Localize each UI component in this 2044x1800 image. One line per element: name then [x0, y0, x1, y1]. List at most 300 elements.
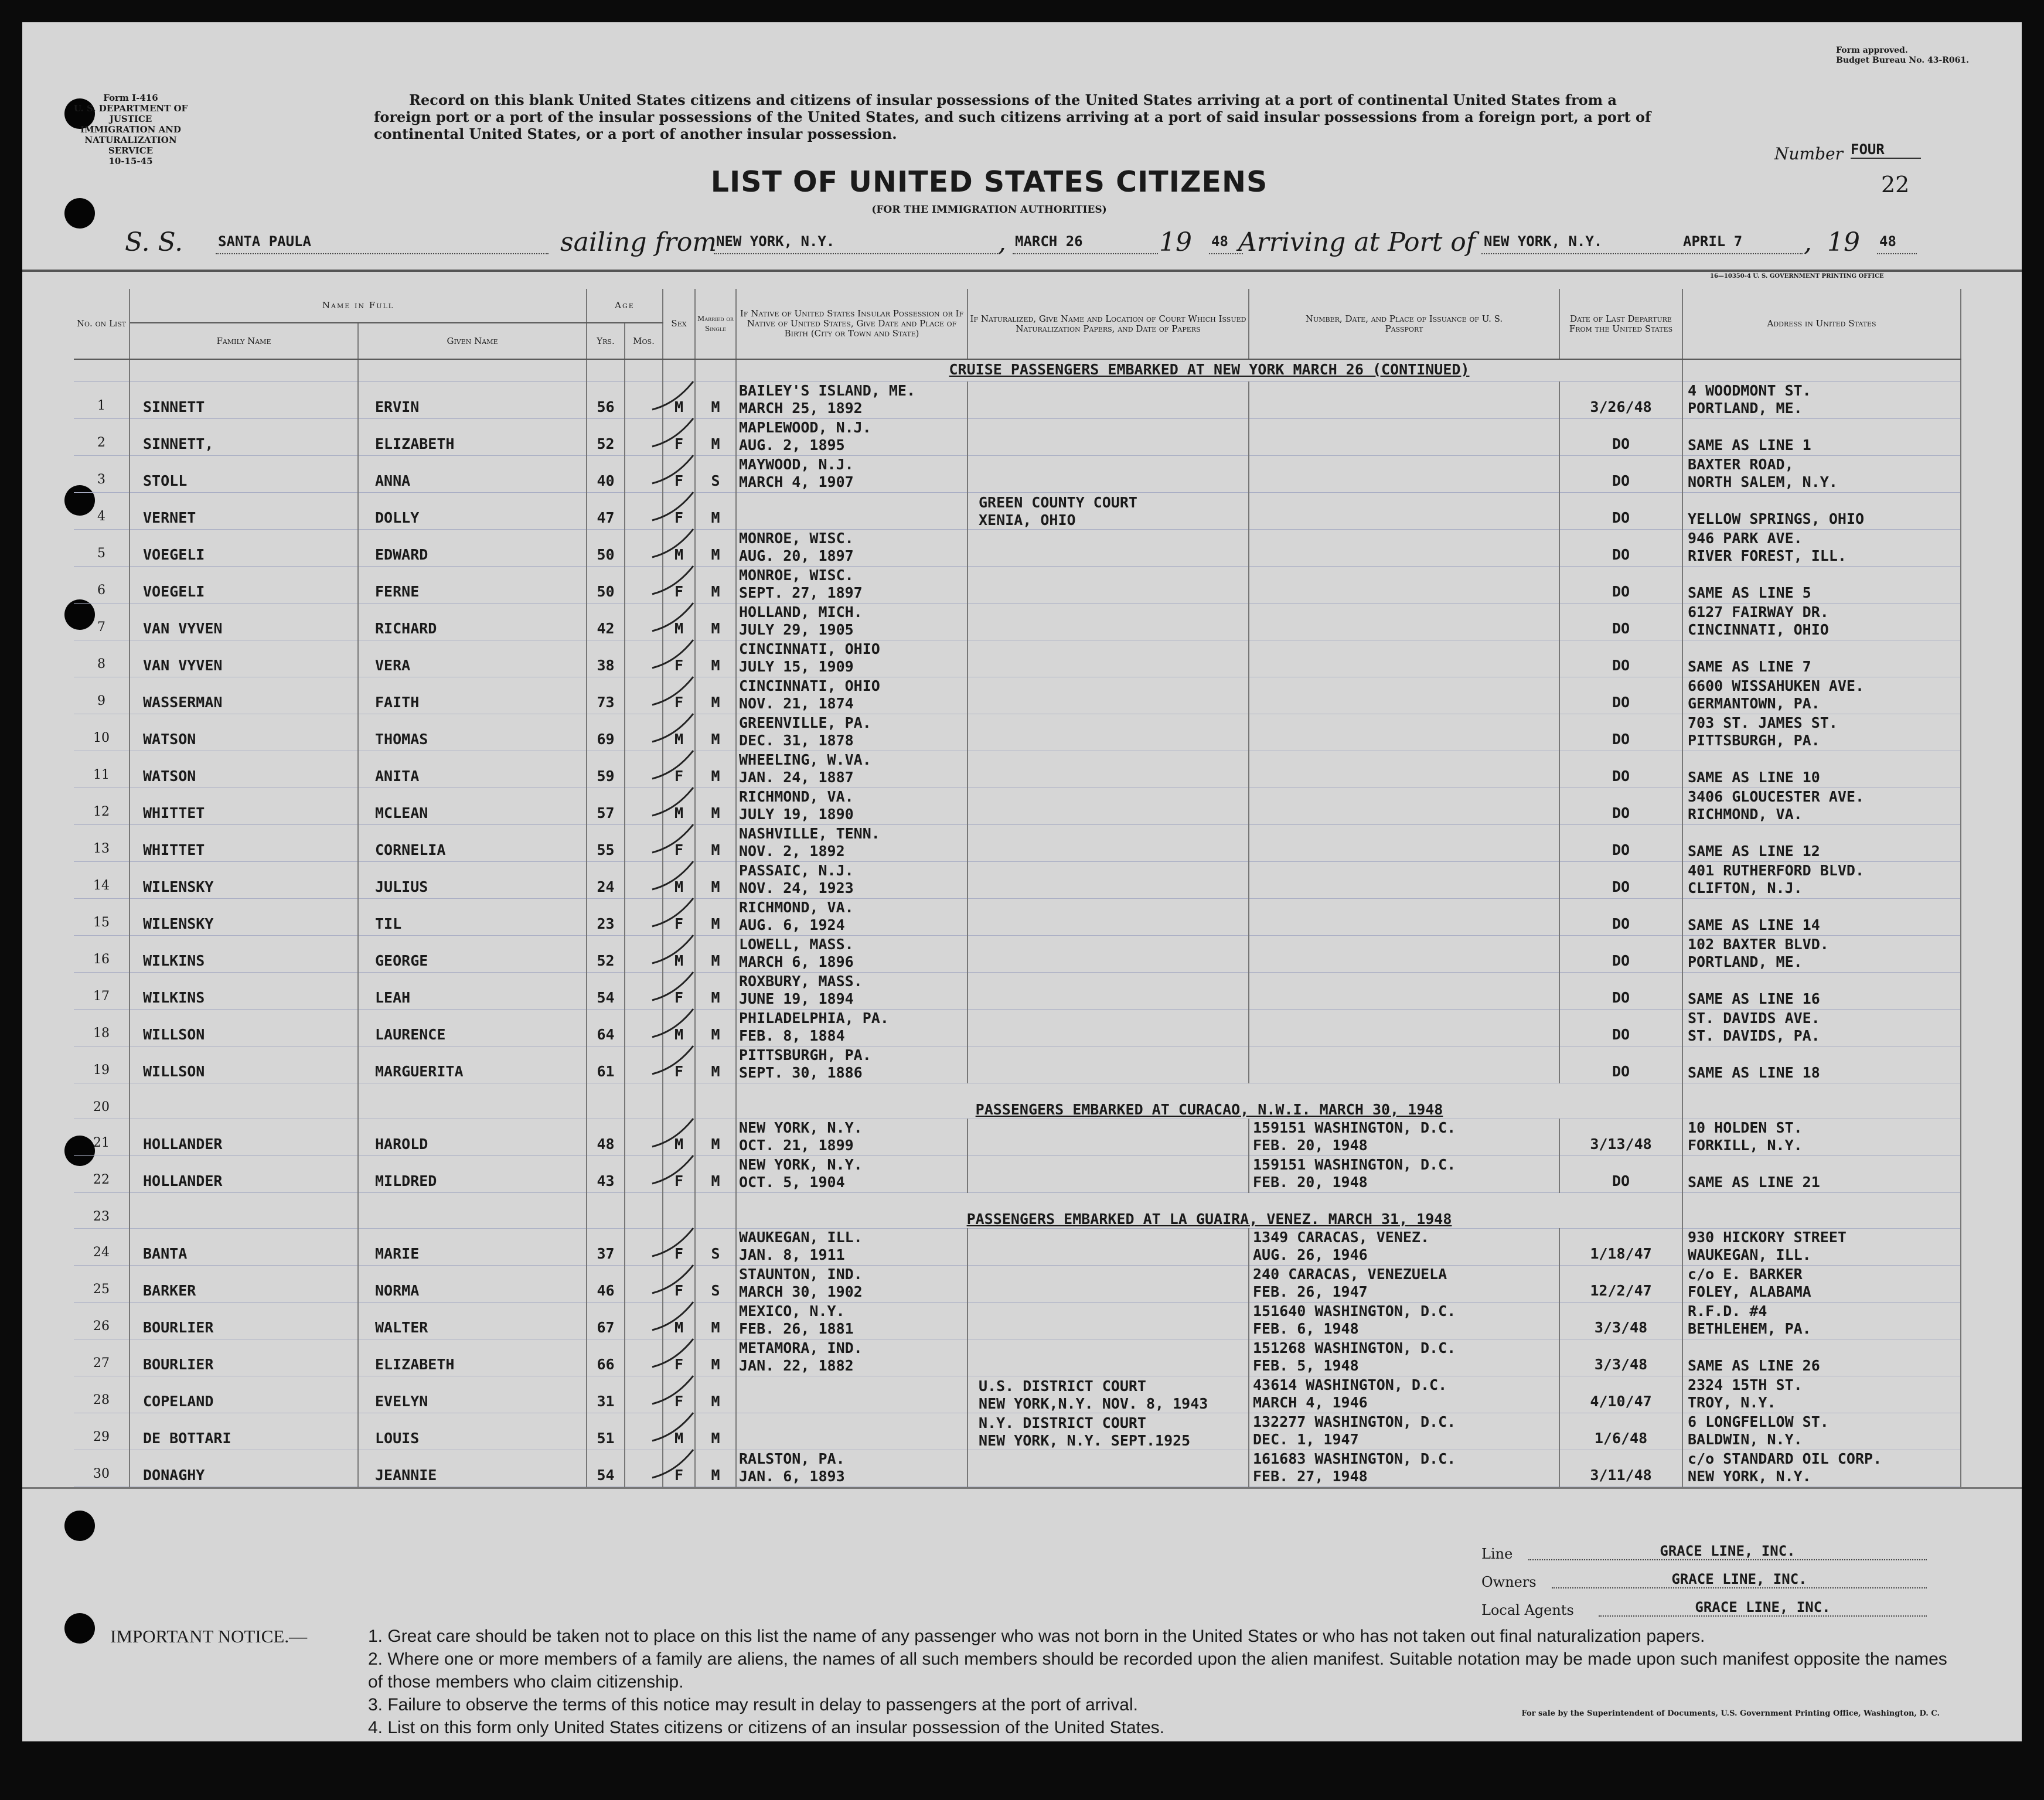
address-line1: 10 HOLDEN ST. — [1688, 1119, 1803, 1136]
birth-place-date-line2: AUG. 20, 1897 — [739, 547, 854, 564]
owners-value: GRACE LINE, INC. — [1552, 1571, 1927, 1588]
given-name: GEORGE — [358, 935, 587, 972]
birth-place-date-line1: ROXBURY, MASS. — [739, 972, 863, 990]
passenger-row — [74, 1413, 1961, 1450]
naturalization — [968, 824, 1249, 861]
family-name: VERNET — [130, 492, 358, 529]
marital-status: M — [695, 935, 736, 972]
family-name: WHITTET — [130, 788, 358, 824]
given-name: JULIUS — [358, 861, 587, 898]
naturalization-line1 — [979, 863, 1248, 881]
passenger-row — [74, 1046, 1961, 1083]
sex: F — [663, 898, 695, 935]
passenger-row — [74, 788, 1961, 824]
age-months — [625, 1046, 663, 1083]
row-number: 8 — [74, 640, 130, 677]
passenger-row — [74, 824, 1961, 861]
approval-line: Form approved. — [1836, 46, 1908, 55]
family-name: WASSERMAN — [130, 677, 358, 714]
address — [1682, 529, 1961, 566]
sex: F — [663, 1339, 695, 1376]
sex: M — [663, 1302, 695, 1339]
last-departure: DO — [1559, 714, 1682, 751]
family-name: HOLLANDER — [130, 1119, 358, 1155]
table-bottom-rule — [22, 1487, 2022, 1489]
sex: F — [663, 1046, 695, 1083]
marital-status: M — [695, 898, 736, 935]
row-number: 18 — [74, 1009, 130, 1046]
naturalization-line1 — [979, 1451, 1248, 1469]
birth-place-date — [736, 972, 968, 1009]
row-number: 2 — [74, 418, 130, 455]
birth-place-date-line1: MAYWOOD, N.J. — [739, 455, 854, 473]
address-line1: 3406 GLOUCESTER AVE. — [1688, 788, 1865, 805]
passenger-row — [74, 751, 1961, 788]
marital-status: M — [695, 1376, 736, 1413]
address-line2: PITTSBURGH, PA. — [1688, 731, 1820, 749]
birth-place-date — [736, 714, 968, 751]
section-heading: PASSENGERS EMBARKED AT CURACAO, N.W.I. MARCH 30, 1948 — [736, 1083, 1682, 1119]
address — [1682, 418, 1961, 455]
passport-line2: FEB. 26, 1947 — [1253, 1283, 1368, 1300]
address-line1: c/o E. BARKER — [1688, 1265, 1803, 1283]
marital-status: M — [695, 1413, 736, 1450]
row-number: 30 — [74, 1450, 130, 1487]
comma: , — [998, 227, 1006, 257]
row-number: 5 — [74, 529, 130, 566]
birth-place-date-line1: MONROE, WISC. — [739, 529, 854, 547]
naturalization-line2 — [979, 548, 1248, 566]
form-identifier — [63, 93, 198, 166]
passport-line2: FEB. 27, 1948 — [1253, 1467, 1368, 1485]
age-months — [625, 751, 663, 788]
age-months — [625, 455, 663, 492]
age-years: 57 — [587, 788, 625, 824]
birth-place-date-line2: SEPT. 27, 1897 — [739, 584, 863, 601]
address-line1 — [1688, 419, 1960, 437]
address-line2: RIVER FOREST, ILL. — [1688, 547, 1847, 564]
passenger-row — [74, 714, 1961, 751]
marital-status: M — [695, 714, 736, 751]
birth-place-date-line2: JULY 19, 1890 — [739, 805, 854, 823]
passport-line1: 151268 WASHINGTON, D.C. — [1253, 1339, 1456, 1356]
naturalization-line2 — [979, 733, 1248, 751]
sailing-date: MARCH 26 — [1013, 233, 1158, 254]
birth-place-date-line2: JULY 15, 1909 — [739, 657, 854, 675]
age-years: 42 — [587, 603, 625, 640]
address-line1 — [1688, 1339, 1960, 1357]
row-number: 24 — [74, 1228, 130, 1265]
address-line1 — [1688, 567, 1960, 584]
last-departure: DO — [1559, 455, 1682, 492]
given-name: LOUIS — [358, 1413, 587, 1450]
birth-place-date-line2: JAN. 8, 1911 — [739, 1246, 845, 1263]
passport-line1 — [1253, 677, 1559, 695]
sex: F — [663, 972, 695, 1009]
family-name: BOURLIER — [130, 1302, 358, 1339]
cell — [695, 1192, 736, 1228]
address-line2: SAME AS LINE 12 — [1688, 842, 1820, 860]
row-number: 27 — [74, 1339, 130, 1376]
naturalization-line2 — [979, 696, 1248, 714]
marital-status: M — [695, 1450, 736, 1487]
passenger-row — [74, 1265, 1961, 1302]
age-months — [625, 861, 663, 898]
sex: M — [663, 861, 695, 898]
family-name: WILLSON — [130, 1009, 358, 1046]
printing-office: 16—10350-4 U. S. GOVERNMENT PRINTING OFFICE — [1710, 273, 1884, 279]
age-years: 31 — [587, 1376, 625, 1413]
family-name: SINNETT — [130, 381, 358, 418]
passenger-row — [74, 1228, 1961, 1265]
family-name: WILKINS — [130, 972, 358, 1009]
owners-label: Owners — [1481, 1574, 1537, 1590]
age-months — [625, 1228, 663, 1265]
naturalization-line2 — [979, 438, 1248, 455]
address-line1 — [1688, 493, 1960, 510]
last-departure: DO — [1559, 898, 1682, 935]
passenger-row — [74, 418, 1961, 455]
passport-line2: FEB. 20, 1948 — [1253, 1136, 1368, 1154]
family-name: STOLL — [130, 455, 358, 492]
address — [1682, 714, 1961, 751]
family-name: BARKER — [130, 1265, 358, 1302]
passenger-row — [74, 492, 1961, 529]
naturalization-line2 — [979, 1138, 1248, 1155]
naturalization-line2 — [979, 1469, 1248, 1487]
age-years: 56 — [587, 381, 625, 418]
last-departure: 1/18/47 — [1559, 1228, 1682, 1265]
passport — [1249, 566, 1559, 603]
row-number: 15 — [74, 898, 130, 935]
cell — [625, 1192, 663, 1228]
passport — [1249, 824, 1559, 861]
age-months — [625, 1413, 663, 1450]
form-date: 10-15-45 — [108, 156, 153, 166]
naturalization-line1 — [979, 420, 1248, 438]
arrival-date: APRIL 7 — [1681, 233, 1803, 254]
age-months — [625, 529, 663, 566]
family-name: BANTA — [130, 1228, 358, 1265]
family-name: COPELAND — [130, 1376, 358, 1413]
passport-line1: 132277 WASHINGTON, D.C. — [1253, 1413, 1456, 1430]
naturalization — [968, 1155, 1249, 1192]
passenger-row — [74, 1302, 1961, 1339]
address-line1: 6127 FAIRWAY DR. — [1688, 603, 1829, 621]
naturalization-line1 — [979, 1048, 1248, 1065]
address-line1: 6600 WISSAHUKEN AVE. — [1688, 677, 1865, 694]
address-line1 — [1688, 751, 1960, 769]
marital-status: M — [695, 418, 736, 455]
passport — [1249, 529, 1559, 566]
age-months — [625, 492, 663, 529]
age-years: 54 — [587, 972, 625, 1009]
last-departure: 3/3/48 — [1559, 1339, 1682, 1376]
naturalization-line2 — [979, 991, 1248, 1009]
naturalization — [968, 1302, 1249, 1339]
section-row — [74, 1192, 1961, 1228]
col-no: No. on List — [74, 289, 130, 359]
age-years: 47 — [587, 492, 625, 529]
passport-line1: 1349 CARACAS, VENEZ. — [1253, 1228, 1430, 1246]
col-name-in-full: Name in Full — [130, 289, 587, 323]
family-name: WATSON — [130, 714, 358, 751]
address-line2: PORTLAND, ME. — [1688, 399, 1803, 417]
agents-value: GRACE LINE, INC. — [1599, 1599, 1927, 1617]
row-number: 9 — [74, 677, 130, 714]
birth-place-date — [736, 751, 968, 788]
birth-place-date-line2: MARCH 6, 1896 — [739, 953, 854, 970]
age-months — [625, 1302, 663, 1339]
age-months — [625, 1376, 663, 1413]
col-family-name: Family Name — [130, 323, 358, 359]
passenger-row — [74, 1339, 1961, 1376]
age-years: 69 — [587, 714, 625, 751]
birth-place-date-line1 — [739, 1376, 967, 1394]
birth-place-date-line1: WHEELING, W.VA. — [739, 751, 871, 768]
naturalization-line1 — [979, 457, 1248, 475]
age-years: 46 — [587, 1265, 625, 1302]
naturalization — [968, 677, 1249, 714]
address-line2: WAUKEGAN, ILL. — [1688, 1246, 1811, 1263]
marital-status: M — [695, 677, 736, 714]
passport-line2 — [1253, 916, 1559, 934]
passport-line2 — [1253, 843, 1559, 860]
given-name: DOLLY — [358, 492, 587, 529]
sex: F — [663, 492, 695, 529]
family-name: DE BOTTARI — [130, 1413, 358, 1450]
naturalization — [968, 603, 1249, 640]
birth-place-date-line2 — [739, 1431, 967, 1448]
age-months — [625, 566, 663, 603]
address — [1682, 381, 1961, 418]
age-months — [625, 381, 663, 418]
age-years: 43 — [587, 1155, 625, 1192]
naturalization-line2 — [979, 585, 1248, 603]
given-name: EVELYN — [358, 1376, 587, 1413]
naturalization-line1 — [979, 937, 1248, 954]
birth-place-date — [736, 566, 968, 603]
last-departure: DO — [1559, 566, 1682, 603]
cell — [358, 1192, 587, 1228]
passenger-row — [74, 455, 1961, 492]
punch-hole — [64, 1511, 95, 1541]
document-title: LIST OF UNITED STATES CITIZENS — [710, 165, 1268, 199]
marital-status: M — [695, 381, 736, 418]
birth-place-date-line1: PASSAIC, N.J. — [739, 861, 854, 879]
bureau-number: Budget Bureau No. 43-R061. — [1836, 56, 1969, 65]
address-line1: BAXTER ROAD, — [1688, 455, 1794, 473]
passport-line1 — [1253, 899, 1559, 916]
birth-place-date-line2: JUNE 19, 1894 — [739, 990, 854, 1007]
birth-place-date-line1: RICHMOND, VA. — [739, 898, 854, 916]
passenger-row — [74, 898, 1961, 935]
birth-place-date — [736, 1228, 968, 1265]
line-label: Line — [1481, 1546, 1513, 1562]
passport — [1249, 1265, 1559, 1302]
birth-place-date-line2: SEPT. 30, 1886 — [739, 1063, 863, 1081]
naturalization — [968, 640, 1249, 677]
passport-line2 — [1253, 621, 1559, 639]
cell — [1682, 1083, 1961, 1119]
address-line2: SAME AS LINE 26 — [1688, 1356, 1820, 1374]
address-line2: FORKILL, N.Y. — [1688, 1136, 1803, 1154]
age-months — [625, 1339, 663, 1376]
passport — [1249, 381, 1559, 418]
birth-place-date-line2: NOV. 2, 1892 — [739, 842, 845, 860]
last-departure: DO — [1559, 492, 1682, 529]
naturalization-line1 — [979, 1304, 1248, 1321]
last-departure: DO — [1559, 861, 1682, 898]
page-number: 22 — [1881, 172, 1910, 197]
birth-place-date-line1: PHILADELPHIA, PA. — [739, 1009, 889, 1027]
row-number: 17 — [74, 972, 130, 1009]
birth-place-date-line1: RALSTON, PA. — [739, 1450, 845, 1467]
birth-place-date-line2: MARCH 30, 1902 — [739, 1283, 863, 1300]
passport-line1: 161683 WASHINGTON, D.C. — [1253, 1450, 1456, 1467]
passport-line1 — [1253, 751, 1559, 769]
passport-line2 — [1253, 547, 1559, 565]
passport-line1: 43614 WASHINGTON, D.C. — [1253, 1376, 1447, 1393]
voyage-line — [22, 227, 2022, 262]
naturalization — [968, 566, 1249, 603]
address-line2: SAME AS LINE 21 — [1688, 1173, 1820, 1191]
naturalization-line2 — [979, 1175, 1248, 1192]
address — [1682, 972, 1961, 1009]
cell — [74, 359, 130, 381]
passenger-row — [74, 640, 1961, 677]
age-months — [625, 1450, 663, 1487]
sex: F — [663, 824, 695, 861]
age-years: 66 — [587, 1339, 625, 1376]
last-departure: DO — [1559, 1046, 1682, 1083]
marital-status: M — [695, 1046, 736, 1083]
row-number: 19 — [74, 1046, 130, 1083]
ship-name: SANTA PAULA — [216, 233, 549, 254]
birth-place-date-line1: NEW YORK, N.Y. — [739, 1119, 863, 1136]
address-line2: TROY, N.Y. — [1688, 1393, 1776, 1411]
passport — [1249, 714, 1559, 751]
address — [1682, 788, 1961, 824]
family-name: VOEGELI — [130, 529, 358, 566]
birth-place-date-line2 — [739, 510, 967, 528]
col-married: Married or Single — [695, 289, 736, 359]
sex: F — [663, 418, 695, 455]
birth-place-date — [736, 640, 968, 677]
address-line2: ST. DAVIDS, PA. — [1688, 1027, 1820, 1044]
age-years: 23 — [587, 898, 625, 935]
passport-line1 — [1253, 936, 1559, 953]
naturalization-line1 — [979, 679, 1248, 696]
passport-line2: DEC. 1, 1947 — [1253, 1430, 1359, 1448]
passport — [1249, 418, 1559, 455]
naturalization-line1 — [979, 1230, 1248, 1247]
age-months — [625, 677, 663, 714]
sex: M — [663, 935, 695, 972]
birth-place-date — [736, 935, 968, 972]
given-name: WALTER — [358, 1302, 587, 1339]
section-row — [74, 359, 1961, 381]
passport-line1 — [1253, 382, 1559, 400]
sex: M — [663, 381, 695, 418]
passport-line1 — [1253, 493, 1559, 510]
marital-status: S — [695, 455, 736, 492]
address-line2: BALDWIN, N.Y. — [1688, 1430, 1803, 1448]
birth-place-date — [736, 418, 968, 455]
age-months — [625, 788, 663, 824]
address-line2: SAME AS LINE 16 — [1688, 990, 1820, 1007]
row-number: 6 — [74, 566, 130, 603]
last-departure: DO — [1559, 1009, 1682, 1046]
address-line1: 4 WOODMONT ST. — [1688, 381, 1811, 399]
passport — [1249, 1339, 1559, 1376]
passenger-row — [74, 861, 1961, 898]
list-number: FOUR — [1851, 141, 1921, 159]
address-line2: BETHLEHEM, PA. — [1688, 1320, 1811, 1337]
given-name: THOMAS — [358, 714, 587, 751]
naturalization — [968, 1339, 1249, 1376]
given-name: TIL — [358, 898, 587, 935]
sex: M — [663, 788, 695, 824]
passport-line2: AUG. 26, 1946 — [1253, 1246, 1368, 1263]
naturalization-line1 — [979, 605, 1248, 622]
cell — [695, 1083, 736, 1119]
naturalization-line2 — [979, 401, 1248, 418]
address-line2: PORTLAND, ME. — [1688, 953, 1803, 970]
age-months — [625, 640, 663, 677]
col-sex: Sex — [663, 289, 695, 359]
family-name: VAN VYVEN — [130, 603, 358, 640]
birth-place-date-line2: MARCH 25, 1892 — [739, 399, 863, 417]
sex: F — [663, 751, 695, 788]
passport-line1 — [1253, 640, 1559, 658]
passenger-rows — [74, 359, 1961, 1487]
marital-status: M — [695, 492, 736, 529]
marital-status: M — [695, 1155, 736, 1192]
cell — [625, 359, 663, 381]
family-name: WATSON — [130, 751, 358, 788]
row-number: 25 — [74, 1265, 130, 1302]
row-number: 14 — [74, 861, 130, 898]
cell — [1682, 359, 1961, 381]
sex: F — [663, 677, 695, 714]
agents-label: Local Agents — [1481, 1602, 1574, 1618]
given-name: ANNA — [358, 455, 587, 492]
row-number: 11 — [74, 751, 130, 788]
family-name: SINNETT, — [130, 418, 358, 455]
family-name: DONAGHY — [130, 1450, 358, 1487]
birth-place-date-line2: AUG. 6, 1924 — [739, 916, 845, 933]
address-line1: c/o STANDARD OIL CORP. — [1688, 1450, 1882, 1467]
address — [1682, 1302, 1961, 1339]
birth-place-date — [736, 1376, 968, 1413]
given-name: MILDRED — [358, 1155, 587, 1192]
naturalization-line2 — [979, 659, 1248, 677]
marital-status: M — [695, 1339, 736, 1376]
naturalization — [968, 492, 1249, 529]
arrival-year: 48 — [1877, 233, 1917, 254]
last-departure: DO — [1559, 603, 1682, 640]
sex: M — [663, 529, 695, 566]
naturalization — [968, 418, 1249, 455]
passport — [1249, 751, 1559, 788]
birth-place-date-line1: MAPLEWOOD, N.J. — [739, 418, 871, 436]
given-name: FERNE — [358, 566, 587, 603]
age-years: 50 — [587, 566, 625, 603]
punch-hole — [64, 198, 95, 229]
passport — [1249, 677, 1559, 714]
for-sale-note: For sale by the Superintendent of Documents, U.S. Government Printing Office, Washington, D. C. — [1521, 1709, 1940, 1718]
